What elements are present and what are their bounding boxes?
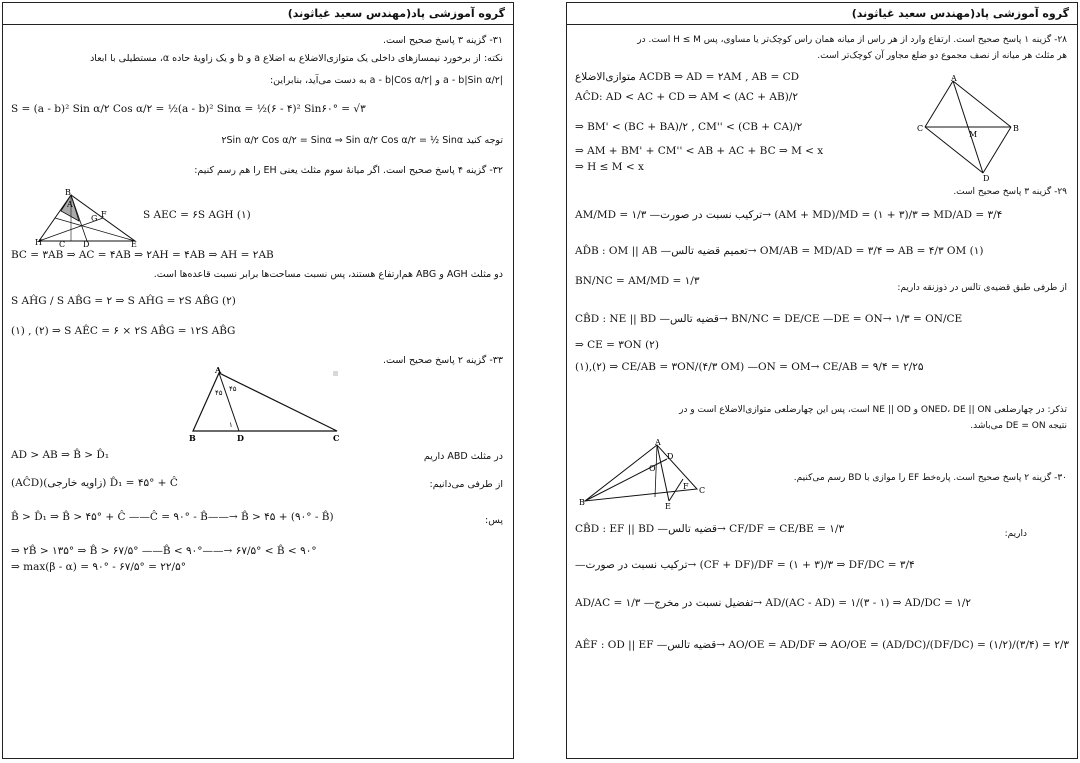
q29-equation-2: AD̂B : OM || AB —تعمیم قضیه تالس→ OM/AB = MD/AD = ۳/۴ ⇒ AB = ۴/۳ OM (۱) [575,245,984,257]
q28-parallelogram-figure [917,73,1027,181]
q29-equation-3: BN/NC = AM/MD = ۱/۳ [575,275,700,287]
q30-equation-3: AD/AC = ۱/۳ —تفضیل نسبت در مخرج→ AD/(AC - AD) = ۱/(۳ - ۱) ⇒ AD/DC = ۱/۲ [575,597,972,609]
q28-text-2: هر مثلث هر میانه از نصف مجموع دو ضلع مجاور آن کوچک‌تر است. [817,51,1067,61]
svg-text:E: E [131,240,137,247]
svg-text:D: D [83,240,90,247]
q29-equation-1: AM/MD = ۱/۳ —ترکیب نسبت در صورت→ (AM + MD)/MD = (۱ + ۳)/۳ ⇒ MD/AD = ۳/۴ [575,209,1003,221]
svg-text:A: A [215,367,222,375]
document-page-left [2,2,514,759]
q28-equation-5: ⇒ H ≤ M < x [575,161,644,173]
q30-equation-1: CB̂D : EF || BD —قضیه تالس→ CF/DF = CE/BE = ۱/۳ [575,523,845,535]
q30-text-1: داریم: [1004,529,1027,539]
q31-note-2: |a - b|Sin α/۲ و |a - b|Cos α/۲ به دست می‌آید، بنابراین: [269,75,503,86]
svg-text:C: C [917,124,924,133]
svg-text:D: D [667,452,674,461]
svg-text:A: A [67,200,73,209]
svg-text:A: A [655,439,661,447]
q32-triangle-figure [31,185,151,247]
svg-text:C: C [699,486,706,495]
svg-text:F: F [683,482,689,491]
q28-equation-2: AĈD: AD < AC + CD ⇒ AM < (AC + AB)/۲ [575,91,798,103]
svg-text:B: B [579,498,585,507]
svg-text:M: M [969,130,978,139]
q33-text-2: از طرفی می‌دانیم: [429,479,503,490]
q32-title: ۳۲- گزینه ۴ پاسخ صحیح است. اگر میانهٔ سوم مثلث یعنی EH را هم رسم کنیم: [194,165,503,176]
q31-title: ۳۱- گزینه ۳ پاسخ صحیح است. [382,35,503,46]
q30-triangle-figure [579,439,709,511]
q29-equation-6: (۱),(۲) ⇒ CE/AB = ۳ON/(۴/۳ OM) —ON = OM→ CE/AB = ۹/۴ = ۲/۲۵ [575,361,924,373]
q31-equation-1: S = (a - b)² Sin α/۲ Cos α/۲ = ½(a - b)² Sinα = ½(۶ - ۴)² Sin۶۰° = √۳ [11,103,366,115]
q33-equation-5: ⇒ max(β - α) = ۹۰° - ۶۷/۵° = ۲۲/۵° [11,561,186,573]
svg-text:۴۵: ۴۵ [229,385,237,393]
q31-equation-2: توجه کنید ۲Sin α/۲ Cos α/۲ = Sinα ⇒ Sin α/۲ Cos α/۲ = ½ Sinα [221,135,503,146]
q32-equation-1: BC = ۳AB ⇒ AC = ۴AB ⇒ ۲AH = ۴AB ⇒ AH = ۲AB [11,249,274,261]
q28-equation-3: ⇒ BM' < (BC + BA)/۲ , CM'' < (CB + CA)/۲ [575,121,803,133]
svg-text:B: B [1013,124,1019,133]
q32-equation-2: S AĤG / S AB̂G = ۲ ⇒ S AĤG = ۲S AB̂G (۲) [11,295,236,307]
q30-equation-4: AÊF : OD || EF —قضیه تالس→ AO/OE = AD/DF ⇒ AO/OE = (AD/DC)/(DF/DC) = (۱/۲)/(۳/۴) = ۲/۳ [575,639,1070,651]
q28-equation-4: ⇒ AM + BM' + CM'' < AB + AC + BC ⇒ M < x [575,145,824,157]
q29-note: تذکر: در چهارضلعی ONED، DE || ON و NE || OD است، پس این چهارضلعی متوازی‌الاضلاع است و در [679,405,1067,415]
svg-text:G: G [91,214,98,223]
q32-text: دو مثلث AGH و ABG هم‌ارتفاع هستند، پس نسبت مساحت‌ها برابر نسبت قاعده‌ها است. [153,269,503,280]
q30-title: ۳۰- گزینه ۲ پاسخ صحیح است. پاره‌خط EF را موازی با BD رسم می‌کنیم. [793,473,1067,483]
q32-area-relation: S AEC = ۶S AGH (۱) [143,209,251,221]
q33-text-1: در مثلث ABD داریم [423,451,503,462]
q29-equation-5: ⇒ CE = ۳ON (۲) [575,339,659,351]
page-header: گروه آموزشی پاد(مهندس سعید غیاثوند) [3,3,513,25]
q28-title: ۲۸- گزینه ۱ پاسخ صحیح است. ارتفاع وارد از هر راس از میانه همان راس کوچک‌تر یا مساوی، پس H ≤ M است. در [637,35,1067,45]
svg-text:O: O [649,464,656,473]
svg-text:B: B [189,433,196,443]
q32-equation-3: (۱) , (۲) ⇒ S AÊC = ۶ × ۲S AB̂G = ۱۲S AB̂G [11,325,236,337]
page-header: گروه آموزشی پاد(مهندس سعید غیاثوند) [567,3,1077,25]
q33-text-3: پس: [485,515,503,526]
svg-text:E: E [665,502,671,511]
svg-text:۴۵: ۴۵ [215,389,223,397]
svg-text:F: F [101,210,107,219]
svg-text:D: D [237,433,244,443]
q33-equation-1: AD > AB ⇒ B̂ > D̂₁ [11,449,110,461]
q33-triangle-figure [183,367,353,447]
q29-text-1: از طرفی طبق قضیه‌ی تالس در ذوزنقه داریم: [897,283,1067,293]
svg-text:D: D [983,174,990,181]
svg-text:۱: ۱ [229,421,233,429]
svg-text:C: C [333,433,340,443]
svg-text:B: B [65,188,71,197]
q33-equation-3: B̂ > D̂₁ ⇒ B̂ > ۴۵° + Ĉ ——Ĉ = ۹۰° - B̂——→ B̂ > ۴۵ + (۹۰° - B̂) [11,511,334,523]
svg-text:H: H [35,238,42,247]
document-page-right [566,2,1078,759]
q33-equation-2: (AĈD)(زاویه خارجی) D̂₁ = ۴۵° + Ĉ [11,477,178,489]
q28-equation-1: متوازی‌الاضلاع ACDB ⇒ AD = ۲AM , AB = CD [575,71,800,83]
q29-title: ۲۹- گزینه ۳ پاسخ صحیح است. [953,187,1067,197]
q31-note: نکته: از برخورد نیمسازهای داخلی یک متوازی‌الاضلاع به اضلاع a و b و یک زاویهٔ حاده α، مستطیلی با ابعاد [90,53,503,64]
svg-text:C: C [59,240,66,247]
q33-equation-4: ⇒ ۲B̂ > ۱۳۵° ⇒ B̂ > ۶۷/۵° ——B̂ < ۹۰°——→ ۶۷/۵° < B̂ < ۹۰° [11,545,317,557]
q30-equation-2: —ترکیب نسبت در صورت→ (CF + DF)/DF = (۱ + ۳)/۳ ⇒ DF/DC = ۳/۴ [575,559,915,571]
q33-title: ۳۳- گزینه ۲ پاسخ صحیح است. [382,355,503,366]
q29-equation-4: CB̂D : NE || BD —قضیه تالس→ BN/NC = DE/CE —DE = ON→ ۱/۳ = ON/CE [575,313,963,325]
svg-text:A: A [951,74,957,83]
q29-note-2: نتیجه DE = ON می‌باشد. [970,421,1067,431]
